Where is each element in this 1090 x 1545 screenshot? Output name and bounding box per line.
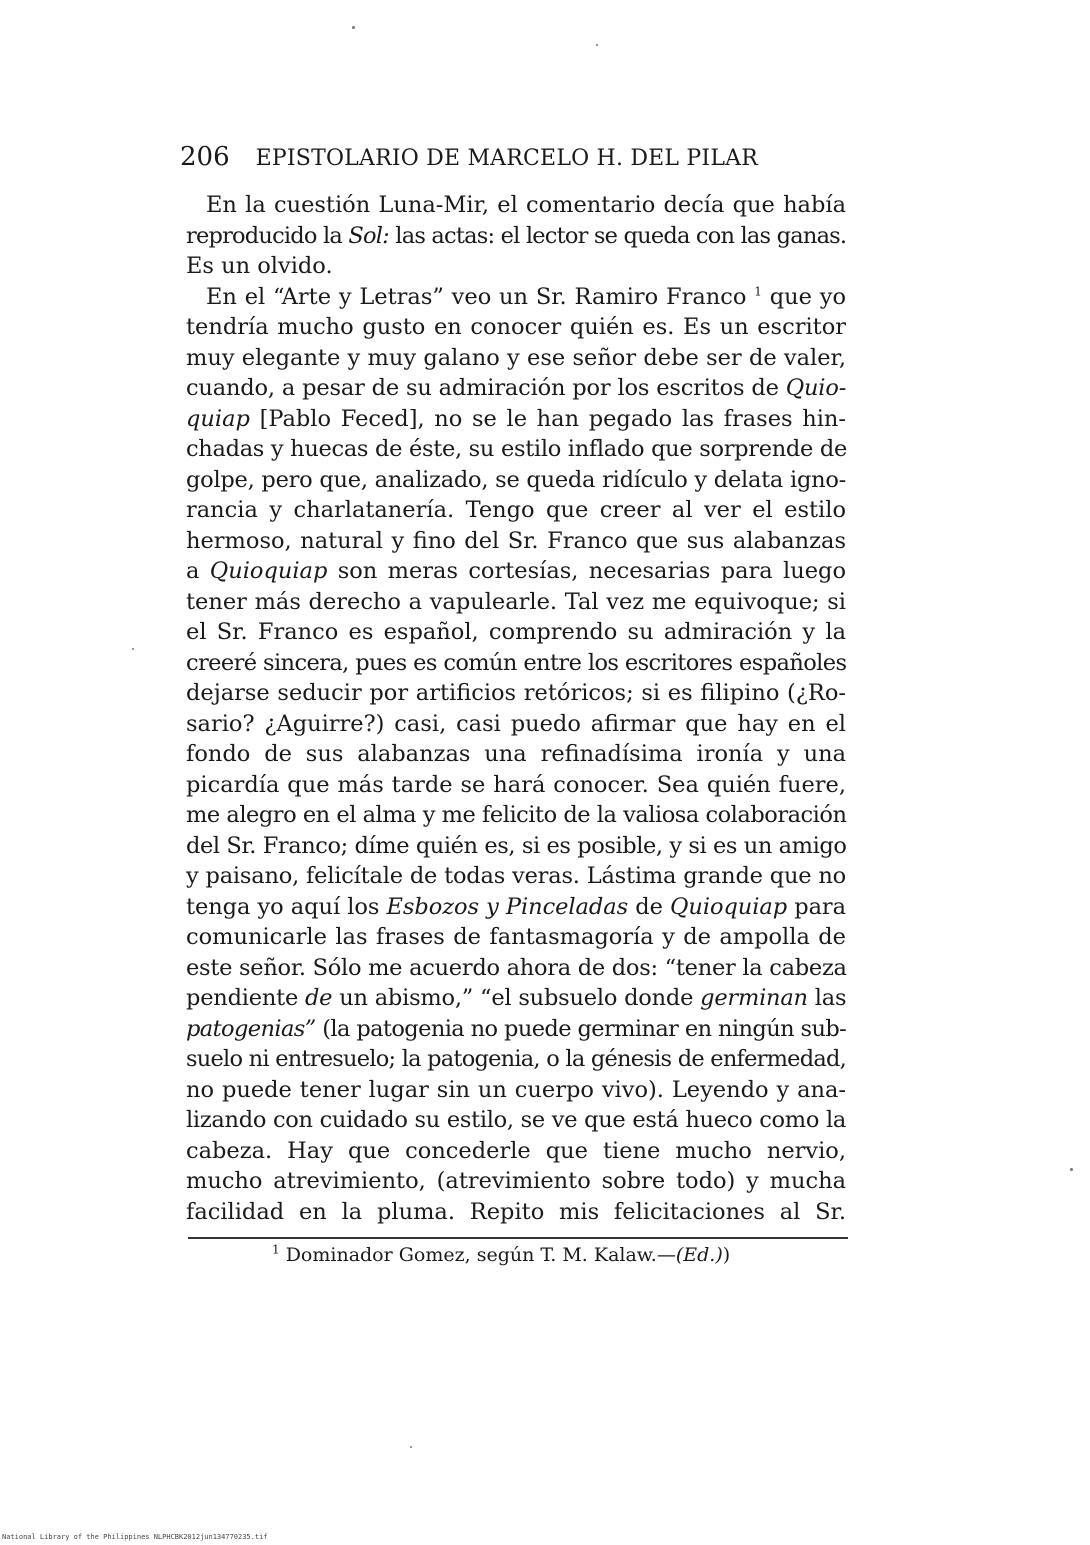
text-run: chadas y huecas de éste, su estilo inflado que sorprende de <box>186 436 847 462</box>
text-run: hermoso, natural y fino del Sr. Franco que sus alabanzas <box>186 527 846 554</box>
footnote-close-paren: ) <box>722 1244 731 1266</box>
text-run: En el “Arte y Letras” veo un Sr. Ramiro Franco <box>206 283 755 310</box>
text-run: suelo ni entresuelo; la patogenia, o la génesis de enfermedad, <box>186 1046 846 1072</box>
text-line <box>186 343 846 374</box>
text-run: este señor. Sólo me acuerdo ahora de dos: “tener la cabeza <box>186 954 847 981</box>
footnote-text: Dominador Gomez, según T. M. Kalaw.— <box>285 1244 676 1266</box>
footnote-rule <box>188 1237 848 1239</box>
text-line <box>186 526 846 557</box>
text-line <box>186 892 846 923</box>
text-line <box>186 1075 846 1106</box>
text-line <box>186 282 846 313</box>
text-line <box>186 221 846 252</box>
text-line <box>186 1166 846 1197</box>
text-line <box>186 251 846 282</box>
text-run: tenga yo aquí los <box>186 893 387 920</box>
italic-text: Quioquiap <box>669 893 788 920</box>
text-run: no puede tener lugar sin un cuerpo vivo). Leyendo y ana- <box>186 1076 846 1103</box>
text-run: cabeza. Hay que concederle que tiene mucho nervio, <box>186 1137 846 1164</box>
text-run: En la cuestión Luna-Mir, el comentario decía que había <box>206 192 846 218</box>
text-line <box>186 983 846 1014</box>
text-line <box>186 587 846 618</box>
text-run: reproducido la <box>186 222 349 249</box>
text-line <box>186 404 846 435</box>
text-line <box>186 190 846 221</box>
text-line <box>186 1044 846 1075</box>
text-line <box>186 1105 846 1136</box>
text-run: fondo de sus alabanzas una refinadísima ironía y una <box>186 741 846 767</box>
text-run: rancia y charlatanería. Tengo que creer al ver el estilo <box>186 497 846 523</box>
text-run: son meras cortesías, necesarias para luego <box>327 558 846 584</box>
scan-label: National Library of the Philippines NLPHCBK2012jun134770235.tif <box>2 1533 268 1541</box>
text-run: dejarse seducir por artificios retóricos; si es filipino (¿Ro- <box>186 680 846 706</box>
italic-text: germinan <box>700 985 808 1011</box>
text-run: (la patogenia no puede germinar en ningún sub- <box>315 1015 847 1042</box>
text-line <box>186 861 846 892</box>
text-line <box>186 922 846 953</box>
italic-text: Sol: <box>348 222 389 249</box>
text-run: facilidad en la pluma. Repito mis felicitaciones al Sr. <box>186 1198 846 1225</box>
text-run: tendría mucho gusto en conocer quién es. Es un escritor <box>186 314 846 340</box>
text-run: las actas: el lector se queda con las ganas. <box>388 222 847 249</box>
footnote <box>272 1244 730 1266</box>
scan-speck <box>132 648 134 650</box>
text-run: mucho atrevimiento, (atrevimiento sobre todo) y mucha <box>186 1168 846 1194</box>
running-title: EPISTOLARIO DE MARCELO H. DEL PILAR <box>255 146 758 171</box>
scan-speck <box>410 1446 412 1448</box>
text-line <box>186 556 846 587</box>
text-line <box>186 465 846 496</box>
text-line <box>186 617 846 648</box>
text-line <box>186 953 846 984</box>
text-run: pendiente <box>186 985 305 1011</box>
text-run: comunicarle las frases de fantasmagoría y de ampolla de <box>186 924 846 950</box>
text-run: golpe, pero que, analizado, se queda ridículo y delata igno- <box>186 466 846 493</box>
text-line <box>186 648 846 679</box>
text-run: que yo <box>761 283 846 310</box>
italic-text: de <box>304 985 333 1011</box>
text-run: a <box>186 558 210 584</box>
footnote-ref: 1 <box>754 284 762 298</box>
italic-text: Quioquiap <box>209 558 328 584</box>
letter-body <box>186 190 846 1227</box>
text-run: del Sr. Franco; díme quién es, si es posible, y si es un amigo <box>186 832 847 859</box>
text-line <box>186 495 846 526</box>
text-line <box>186 770 846 801</box>
footnote-editor-mark: (Ed.) <box>675 1244 723 1266</box>
text-line <box>186 312 846 343</box>
italic-text: patogenias” <box>186 1015 316 1042</box>
text-line <box>186 678 846 709</box>
text-run: cuando, a pesar de su admiración por los escritos de <box>186 375 786 401</box>
text-line <box>186 1014 846 1045</box>
text-run: me alegro en el alma y me felicito de la valiosa colaboración <box>186 802 847 828</box>
text-line <box>186 709 846 740</box>
text-run: Es un olvido. <box>186 253 333 279</box>
scan-speck <box>352 26 355 29</box>
text-line <box>186 373 846 404</box>
text-run: picardía que más tarde se hará conocer. Sea quién fuere, <box>186 771 846 798</box>
scan-speck <box>596 44 598 46</box>
text-run: muy elegante y muy galano y ese señor debe ser de valer, <box>186 344 846 371</box>
text-line <box>186 1197 846 1228</box>
text-run: creeré sincera, pues es común entre los escritores españoles <box>186 649 847 676</box>
italic-text: Esbozos y Pinceladas <box>386 893 629 920</box>
italic-text: quiap <box>186 405 250 432</box>
text-line <box>186 739 846 770</box>
page-header <box>180 142 860 172</box>
page-number: 206 <box>180 142 230 172</box>
text-line <box>186 831 846 862</box>
text-line <box>186 800 846 831</box>
scan-speck <box>1070 1168 1073 1171</box>
text-line <box>186 1136 846 1167</box>
text-run: sario? ¿Aguirre?) casi, casi puedo afirmar que hay en el <box>186 710 846 737</box>
text-run: el Sr. Franco es español, comprendo su admiración y la <box>186 619 846 645</box>
text-run: las <box>807 985 847 1011</box>
text-line <box>186 434 846 465</box>
text-run: y paisano, felicítale de todas veras. Lástima grande que no <box>186 863 846 889</box>
text-run: de <box>628 893 670 920</box>
text-run: [Pablo Feced], no se le han pegado las frases hin- <box>249 405 846 432</box>
text-run: lizando con cuidado su estilo, se ve que está hueco como la <box>186 1107 846 1133</box>
text-run: para <box>787 893 846 920</box>
text-run: un abismo,” “el subsuelo donde <box>332 985 701 1011</box>
text-run: tener más derecho a vapulearle. Tal vez me equivoque; si <box>186 588 846 615</box>
footnote-marker: 1 <box>272 1242 280 1257</box>
italic-text: Quio- <box>785 375 847 401</box>
